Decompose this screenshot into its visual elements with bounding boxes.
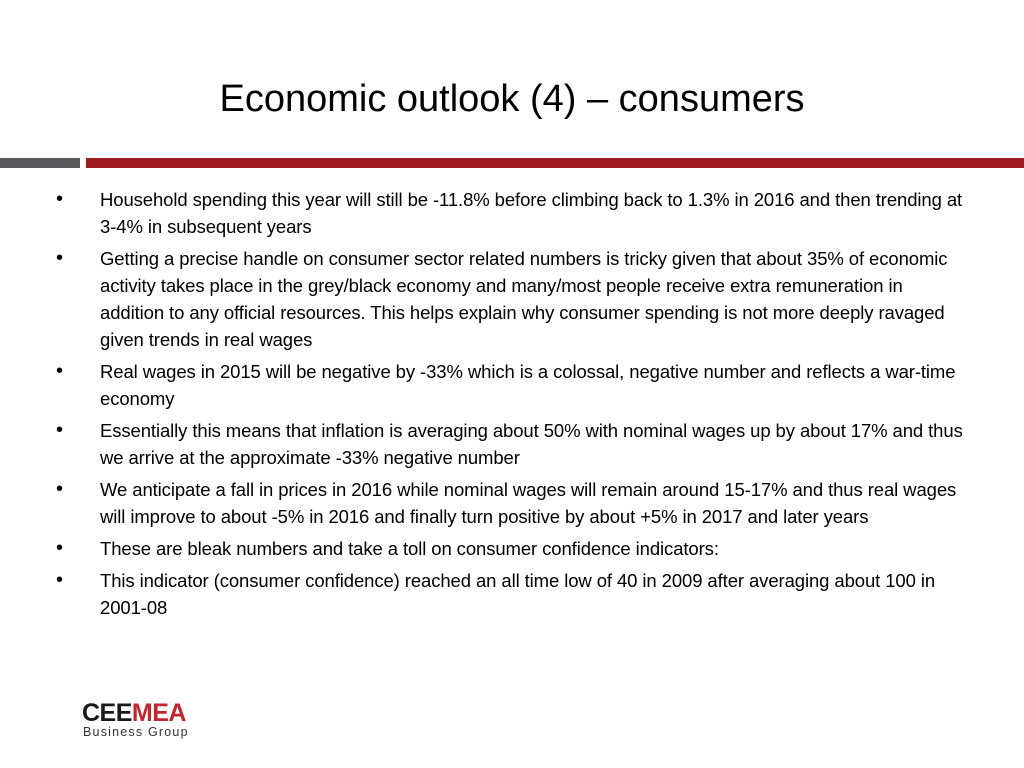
logo-wordmark-cee: CEE <box>82 699 132 727</box>
bullet-text: Household spending this year will still be -11.8% before climbing back to 1.3% in 2016 and then trending at 3-4% in subsequent years <box>100 189 963 237</box>
logo-wordmark <box>82 700 186 726</box>
bullet-item <box>56 417 966 471</box>
bullet-marker: • <box>56 188 63 210</box>
title-divider-grey <box>0 158 80 168</box>
bullet-text: These are bleak numbers and take a toll on consumer confidence indicators: <box>100 538 719 559</box>
bullet-item <box>56 535 966 562</box>
bullet-list <box>56 186 966 626</box>
logo-tagline: Business Group <box>83 725 189 739</box>
bullet-text: We anticipate a fall in prices in 2016 while nominal wages will remain around 15-17% and thus real wages will improve to about -5% in 2016 and finally turn positive by about +5% in 2017 and later years <box>100 479 957 527</box>
bullet-marker: • <box>56 360 63 382</box>
bullet-item <box>56 476 966 530</box>
slide-title: Economic outlook (4) – consumers <box>219 78 805 120</box>
bullet-marker: • <box>56 247 63 269</box>
bullet-item <box>56 567 966 621</box>
logo-wordmark-mea: MEA <box>131 699 186 727</box>
bullet-item <box>56 358 966 412</box>
bullet-item <box>56 245 966 353</box>
bullet-text: Getting a precise handle on consumer sector related numbers is tricky given that about 35% of economic activity takes place in the grey/black economy and many/most people receive extra remuneration in addition to any official resources. This helps explain why consumer spending is not more deeply ravaged given trends in real wages <box>100 248 948 350</box>
bullet-marker: • <box>56 569 63 591</box>
bullet-text: This indicator (consumer confidence) reached an all time low of 40 in 2009 after averaging about 100 in 2001-08 <box>100 570 936 618</box>
bullet-marker: • <box>56 419 63 441</box>
bullet-marker: • <box>56 478 63 500</box>
bullet-item <box>56 186 966 240</box>
bullet-text: Real wages in 2015 will be negative by -33% which is a colossal, negative number and reflects a war-time economy <box>100 361 956 409</box>
bullet-marker: • <box>56 537 63 559</box>
bullet-text: Essentially this means that inflation is averaging about 50% with nominal wages up by about 17% and thus we arrive at the approximate -33% negative number <box>100 420 963 468</box>
ceemea-logo <box>82 700 232 740</box>
title-divider-red <box>86 158 1024 168</box>
